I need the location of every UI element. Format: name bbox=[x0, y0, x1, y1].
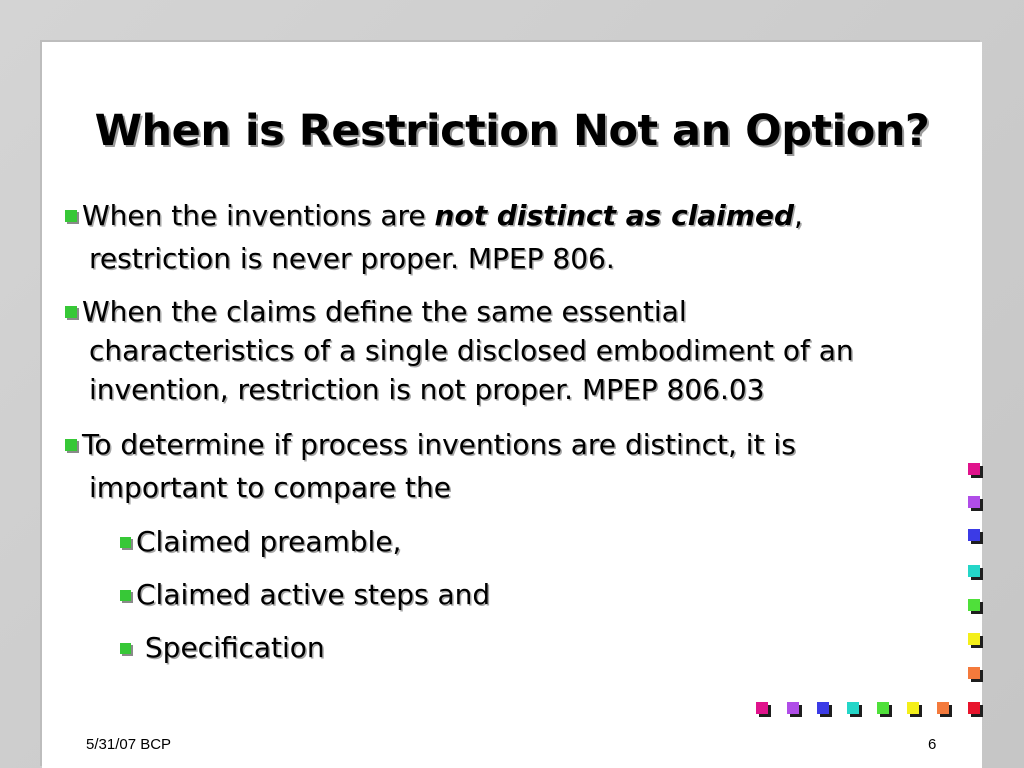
decor-square-icon bbox=[756, 702, 768, 714]
bullet-text-post: , bbox=[794, 199, 803, 232]
decor-square-icon bbox=[787, 702, 799, 714]
bullet-text-pre: When the inventions are bbox=[82, 199, 435, 232]
bullet-square-icon bbox=[65, 306, 77, 318]
bullet-square-icon bbox=[65, 439, 77, 451]
bullet-square-icon bbox=[120, 590, 131, 601]
bullet-text: To determine if process inventions are distinct, it is bbox=[82, 428, 796, 461]
bullet-continuation: restriction is never proper. MPEP 806. bbox=[89, 242, 615, 275]
bullet-text: When the claims define the same essential bbox=[82, 295, 687, 328]
bullet-square-icon bbox=[120, 643, 131, 654]
decor-square-icon bbox=[968, 463, 980, 475]
decor-square-icon bbox=[847, 702, 859, 714]
bullet-square-icon bbox=[65, 210, 77, 222]
decor-square-icon bbox=[968, 633, 980, 645]
decor-square-icon bbox=[968, 667, 980, 679]
slide-page-number: 6 bbox=[928, 736, 937, 753]
decor-square-icon bbox=[907, 702, 919, 714]
footer-date-author: 5/31/07 BCP bbox=[86, 736, 172, 753]
decor-square-icon bbox=[968, 565, 980, 577]
sub-bullet-text: Claimed preamble, bbox=[136, 525, 402, 558]
decor-square-icon bbox=[968, 599, 980, 611]
decor-square-icon bbox=[877, 702, 889, 714]
sub-bullet-item bbox=[120, 573, 490, 616]
sub-bullet-text: Specification bbox=[136, 631, 325, 664]
decor-square-icon bbox=[937, 702, 949, 714]
bullet-item bbox=[65, 423, 796, 509]
sub-bullet-item bbox=[120, 520, 401, 563]
bullet-continuation: characteristics of a single disclosed embodiment of an bbox=[89, 334, 854, 367]
bullet-square-icon bbox=[120, 537, 131, 548]
sub-bullet-item bbox=[120, 626, 325, 669]
sub-bullet-text: Claimed active steps and bbox=[136, 578, 491, 611]
bullet-continuation: important to compare the bbox=[89, 471, 451, 504]
bullet-emphasis: not distinct as claimed bbox=[434, 199, 794, 232]
bullet-item bbox=[65, 194, 803, 280]
bullet-continuation: invention, restriction is not proper. MPEP 806.03 bbox=[89, 373, 765, 406]
slide-title: When is Restriction Not an Option? bbox=[94, 106, 930, 156]
decor-square-icon bbox=[968, 496, 980, 508]
decor-square-icon bbox=[968, 702, 980, 714]
bullet-item bbox=[65, 292, 854, 409]
decor-square-icon bbox=[817, 702, 829, 714]
decor-square-icon bbox=[968, 529, 980, 541]
